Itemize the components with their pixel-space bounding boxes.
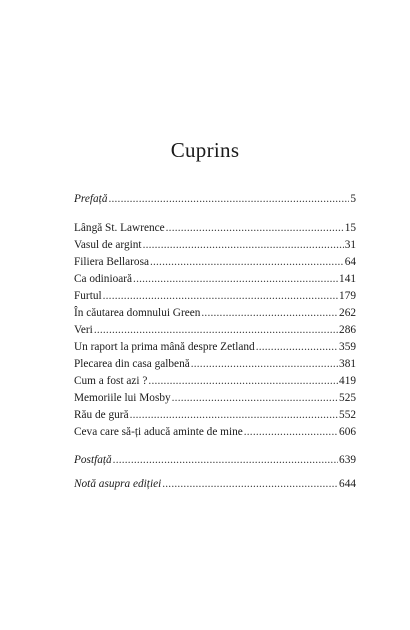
dot-leader [191,356,338,372]
toc-entry [74,424,356,440]
toc-entry-title: În căutarea domnului Green [74,307,201,319]
toc-entry-title: Rău de gură [74,409,129,421]
toc-entry [74,407,356,423]
toc-entry [74,322,356,338]
dot-leader [113,452,338,468]
toc-entry-title: Furtul [74,290,102,302]
toc-entry-page: 64 [344,256,356,268]
toc-entry-page: 639 [339,454,356,466]
toc-entry-title: Veri [74,324,93,336]
toc-entry-page: 31 [344,239,356,251]
page-title: Cuprins [170,138,240,162]
toc-entry-page: 286 [339,324,356,336]
toc-entry [74,305,356,321]
toc-entry-page: 644 [339,478,356,490]
toc-entry [74,220,356,236]
toc-entry-page: 552 [339,409,356,421]
toc-entry-page: 525 [339,392,356,404]
toc-entry [74,339,356,355]
toc-entry [74,390,356,406]
dot-leader [103,288,338,304]
toc-entry-title: Prefață [74,193,108,205]
dot-leader [130,407,338,423]
dot-leader [166,220,344,236]
toc-entry-title: Filiera Bellarosa [74,256,149,268]
dot-leader [256,339,338,355]
dot-leader [150,254,344,270]
toc-entry [74,191,356,207]
toc-entry [74,254,356,270]
toc-entry-title: Ca odinioară [74,273,133,285]
toc-entry-page: 141 [339,273,356,285]
toc-entry [74,288,356,304]
toc-entry-title: Plecarea din casa galbenă [74,358,190,370]
dot-leader [244,424,338,440]
toc-entry-title: Postfață [74,454,112,466]
toc-entry [74,271,356,287]
toc-entry [74,373,356,389]
dot-leader [201,305,338,321]
dot-leader [108,191,349,207]
dot-leader [133,271,338,287]
table-of-contents [74,0,356,630]
toc-entry [74,356,356,372]
toc-entry-title: Memoriile lui Mosby [74,392,171,404]
toc-entry-page: 381 [339,358,356,370]
toc-entry-title: Lângă St. Lawrence [74,222,165,234]
toc-entry-page: 359 [339,341,356,353]
toc-entry-title: Notă asupra ediției [74,478,162,490]
dot-leader [162,476,338,492]
toc-entry-page: 262 [339,307,356,319]
toc-entry [74,452,356,468]
dot-leader [148,373,338,389]
toc-entry-page: 419 [339,375,356,387]
toc-entry-page: 15 [344,222,356,234]
toc-entry [74,476,356,492]
dot-leader [94,322,338,338]
toc-entry-title: Cum a fost azi ? [74,375,148,387]
dot-leader [172,390,338,406]
toc-entry-page: 606 [339,426,356,438]
toc-entry-title: Un raport la prima mână despre Zetland [74,341,255,353]
toc-entry [74,237,356,253]
toc-entry-title: Ceva care să-ți aducă aminte de mine [74,426,243,438]
toc-entry-page: 179 [339,290,356,302]
dot-leader [143,237,344,253]
toc-entry-page: 5 [350,193,356,205]
toc-entry-title: Vasul de argint [74,239,142,251]
